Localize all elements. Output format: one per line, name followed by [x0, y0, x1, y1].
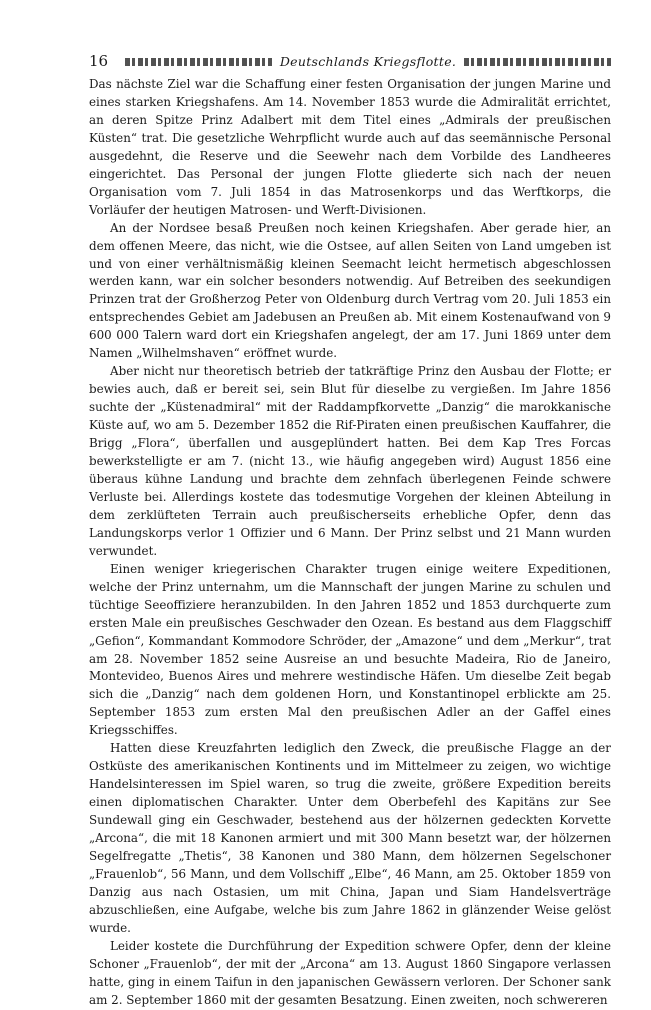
running-header [89, 50, 611, 72]
paragraph: Leider kostete die Durchführung der Expedition schwere Opfer, denn der kleine Schoner „Frauenlob“, der mit der „Arcona“ am 13. August 1860 Singapore verlassen hatte, ging in einem Taifun in den japanischen Gewässern verloren. Der Schoner sank am 2. September 1860 mit der gesamten Besatzung. Einen zweiten, noch schwereren [89, 938, 611, 1007]
paragraph: Hatten diese Kreuzfahrten lediglich den Zweck, die preußische Flagge an der Ostküste des amerikanischen Kontinents und im Mittelmeer zu zeigen, wo wichtige Handelsinteressen im Spiel waren, so trug die zweite, größere Expedition bereits einen diplomatischen Charakter. Unter dem Oberbefehl des Kapitäns zur See Sundewall ging ein Geschwader, bestehend aus der hölzernen gedeckten Korvette „Arcona“, die mit 18 Kanonen armiert und mit 300 Mann besetzt war, der hölzernen Segelfregatte „Thetis“, 38 Kanonen und 380 Mann, dem hölzernen Segelschoner „Frauenlob“, 56 Mann, und dem Vollschiff „Elbe“, 46 Mann, am 25. Oktober 1859 von Danzig aus nach Ostasien, um mit China, Japan und Siam Handelsverträge abzuschließen, eine Aufgabe, welche bis zum Jahre 1862 in glänzender Weise gelöst wurde. [89, 741, 611, 935]
ornament-left [125, 58, 272, 66]
paragraph: Das nächste Ziel war die Schaffung einer festen Organisation der jungen Marine und eines starken Kriegshafens. Am 14. November 1853 wurde die Admiralität errichtet, an deren Spitze Prinz Adalbert mit dem Titel eines „Admirals der preußischen Küsten“ trat. Die gesetzliche Wehrpflicht wurde auch auf das seemännische Personal ausgedehnt, die Reserve und die Seewehr nach dem Vorbilde des Landheeres eingerichtet. Das Personal der jungen Flotte gliederte sich nach der neuen Organisation vom 7. Juli 1854 in das Matrosenkorps und das Werftkorps, die Vorläufer der heutigen Matrosen- und Werft-Divisionen. [89, 77, 611, 217]
ornament-right [464, 58, 611, 66]
paragraph: Aber nicht nur theoretisch betrieb der tatkräftige Prinz den Ausbau der Flotte; er bewies auch, daß er bereit sei, sein Blut für dieselbe zu vergießen. Im Jahre 1856 suchte der „Küstenadmiral“ mit der Raddampfkorvette „Danzig“ die marokkanische Küste auf, wo am 5. Dezember 1852 die Rif-Piraten einen preußischen Kauffahrer, die Brigg „Flora“, überfallen und ausgeplündert hatten. Bei dem Kap Tres Forcas bewerkstelligte er am 7. (nicht 13., wie häufig angegeben wird) August 1856 eine überaus kühne Landung und brachte dem zehnfach überlegenen Feinde schwere Verluste bei. Allerdings kostete das todesmutige Vorgehen der kleinen Abteilung in dem zerklüfteten Terrain auch preußischerseits erhebliche Opfer, denn das Landungskorps verlor 1 Offizier und 6 Mann. Der Prinz selbst und 21 Mann wurden verwundet. [89, 364, 611, 558]
running-title: Deutschlands Kriegsflotte. [279, 53, 457, 69]
paragraph: An der Nordsee besaß Preußen noch keinen Kriegshafen. Aber gerade hier, an dem offenen Meere, das nicht, wie die Ostsee, auf allen Seiten von Land umgeben ist und von einer verhältnismäßig kleinen Seemacht leicht hermetisch abgeschlossen werden kann, war ein solcher besonders notwendig. Auf Betreiben des seekundigen Prinzen trat der Großherzog Peter von Oldenburg durch Vertrag vom 20. Juli 1853 ein entsprechendes Gebiet am Jadebusen an Preußen ab. Mit einem Kostenaufwand von 9 600 000 Talern ward dort ein Kriegshafen angelegt, der am 17. Juni 1869 unter dem Namen „Wilhelmshaven“ eröffnet wurde. [89, 220, 611, 361]
paragraph: Einen weniger kriegerischen Charakter trugen einige weitere Expeditionen, welche der Prinz unternahm, um die Mannschaft der jungen Marine zu schulen und tüchtige Seeoffiziere heranzubilden. In den Jahren 1852 und 1853 durchquerte zum ersten Male ein preußisches Geschwader den Ozean. Es bestand aus dem Flaggschiff „Gefion“, Kommandant Kommodore Schröder, der „Amazone“ und dem „Merkur“, trat am 28. November 1852 seine Ausreise an und besuchte Madeira, Rio de Janeiro, Montevideo, Buenos Aires und mehrere westindische Häfen. Um dieselbe Zeit begab sich die „Danzig“ nach dem goldenen Horn, und Konstantinopel erblickte am 25. September 1853 zum ersten Mal den preußischen Adler an der Gaffel eines Kriegsschiffes. [89, 561, 611, 738]
body-text [89, 76, 611, 1010]
page-number: 16 [89, 52, 109, 70]
